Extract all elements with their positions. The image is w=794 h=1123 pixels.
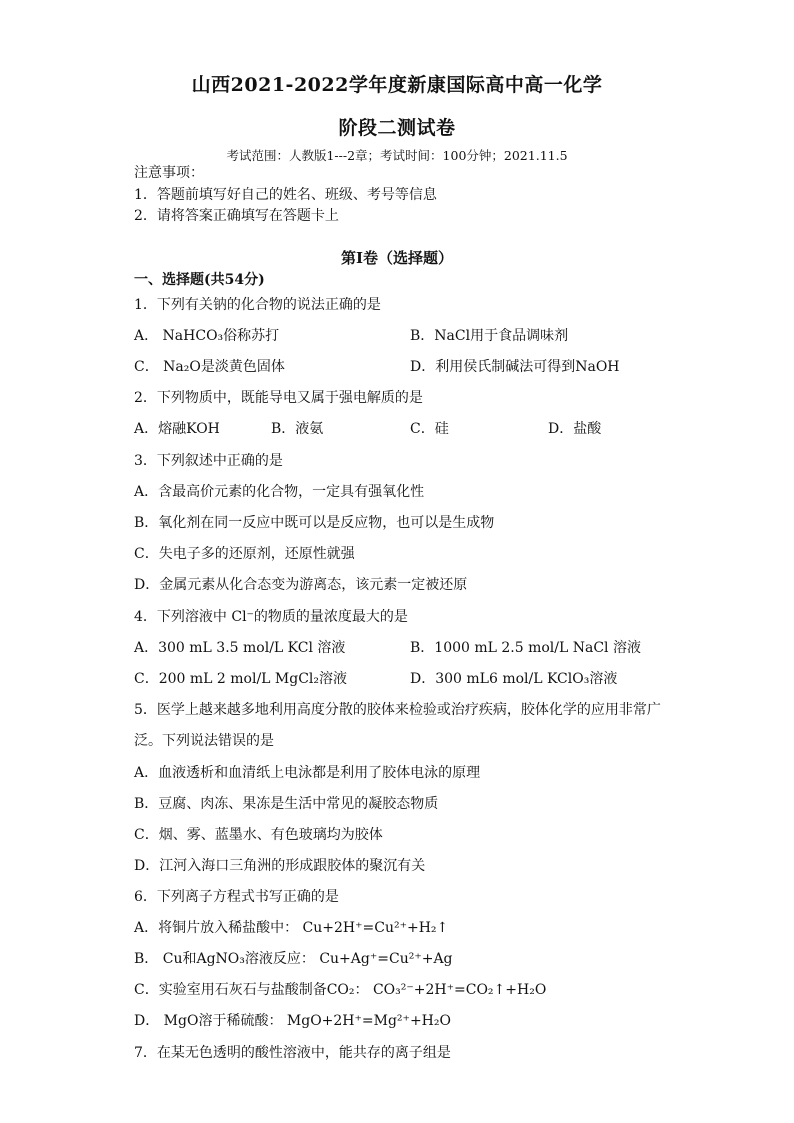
- question-3-option-a: A．含最高价元素的化合物，一定具有强氧化性: [134, 484, 425, 500]
- question-4-option-b: B．1000 mL 2.5 mol/L NaCl 溶液: [410, 640, 641, 656]
- question-5-option-c: C．烟、雾、蓝墨水、有色玻璃均为胶体: [134, 827, 383, 843]
- question-5-stem-line1: 5．医学上越来越多地利用高度分散的胶体来检验或治疗疾病，胶体化学的应用非常广: [134, 702, 661, 718]
- question-6-stem: 6．下列离子方程式书写正确的是: [134, 889, 339, 905]
- notes-item-1: 1．答题前填写好自己的姓名、班级、考号等信息: [134, 187, 437, 203]
- question-5-option-d: D．江河入海口三角洲的形成跟胶体的聚沉有关: [134, 858, 426, 874]
- part-title: 一、选择题(共54分): [134, 272, 265, 288]
- question-7-stem: 7．在某无色透明的酸性溶液中，能共存的离子组是: [134, 1045, 451, 1061]
- question-1-option-c: C． Na₂O是淡黄色固体: [134, 359, 285, 375]
- question-3-option-d: D．金属元素从化合态变为游离态，该元素一定被还原: [134, 577, 468, 593]
- question-2-option-c: C．硅: [410, 421, 449, 437]
- exam-meta: 考试范围：人教版1---2章；考试时间：100分钟；2021.11.5: [226, 148, 568, 163]
- question-6-option-c: C．实验室用石灰石与盐酸制备CO₂： CO₃²⁻+2H⁺=CO₂↑+H₂O: [134, 982, 547, 998]
- question-1-option-d: D．利用侯氏制碱法可得到NaOH: [410, 359, 620, 375]
- question-3-stem: 3．下列叙述中正确的是: [134, 453, 283, 469]
- question-5-stem-line2: 泛。下列说法错误的是: [134, 733, 274, 749]
- question-4-option-a: A．300 mL 3.5 mol/L KCl 溶液: [134, 640, 346, 656]
- question-1-option-a: A． NaHCO₃俗称苏打: [134, 328, 280, 344]
- question-2-option-b: B．液氨: [271, 421, 324, 437]
- question-2-option-a: A．熔融KOH: [134, 421, 220, 437]
- question-1-stem: 1．下列有关钠的化合物的说法正确的是: [134, 297, 381, 313]
- question-1-option-b: B．NaCl用于食品调味剂: [410, 328, 569, 344]
- question-2-stem: 2．下列物质中，既能导电又属于强电解质的是: [134, 390, 423, 406]
- question-3-option-b: B．氧化剂在同一反应中既可以是反应物，也可以是生成物: [134, 515, 495, 531]
- question-5-option-a: A．血液透析和血清纸上电泳都是利用了胶体电泳的原理: [134, 765, 481, 781]
- question-4-stem: 4．下列溶液中 Cl⁻的物质的量浓度最大的是: [134, 609, 408, 625]
- exam-title-line1: 山西2021-2022学年度新康国际高中高一化学: [191, 74, 603, 96]
- question-6-option-d: D． MgO溶于稀硫酸： MgO+2H⁺=Mg²⁺+H₂O: [134, 1013, 451, 1029]
- question-5-option-b: B．豆腐、肉冻、果冻是生活中常见的凝胶态物质: [134, 796, 439, 812]
- question-4-option-d: D．300 mL6 mol/L KClO₃溶液: [410, 671, 618, 687]
- notes-heading: 注意事项：: [134, 165, 204, 181]
- question-2-option-d: D．盐酸: [548, 421, 602, 437]
- section-title: 第I卷（选择题）: [340, 249, 454, 267]
- notes-item-2: 2．请将答案正确填写在答题卡上: [134, 208, 339, 224]
- question-3-option-c: C．失电子多的还原剂，还原性就强: [134, 546, 355, 562]
- question-4-option-c: C．200 mL 2 mol/L MgCl₂溶液: [134, 671, 348, 687]
- question-6-option-a: A．将铜片放入稀盐酸中： Cu+2H⁺=Cu²⁺+H₂↑: [134, 920, 449, 936]
- exam-title-line2: 阶段二测试卷: [338, 117, 456, 139]
- question-6-option-b: B． Cu和AgNO₃溶液反应： Cu+Ag⁺=Cu²⁺+Ag: [134, 951, 453, 967]
